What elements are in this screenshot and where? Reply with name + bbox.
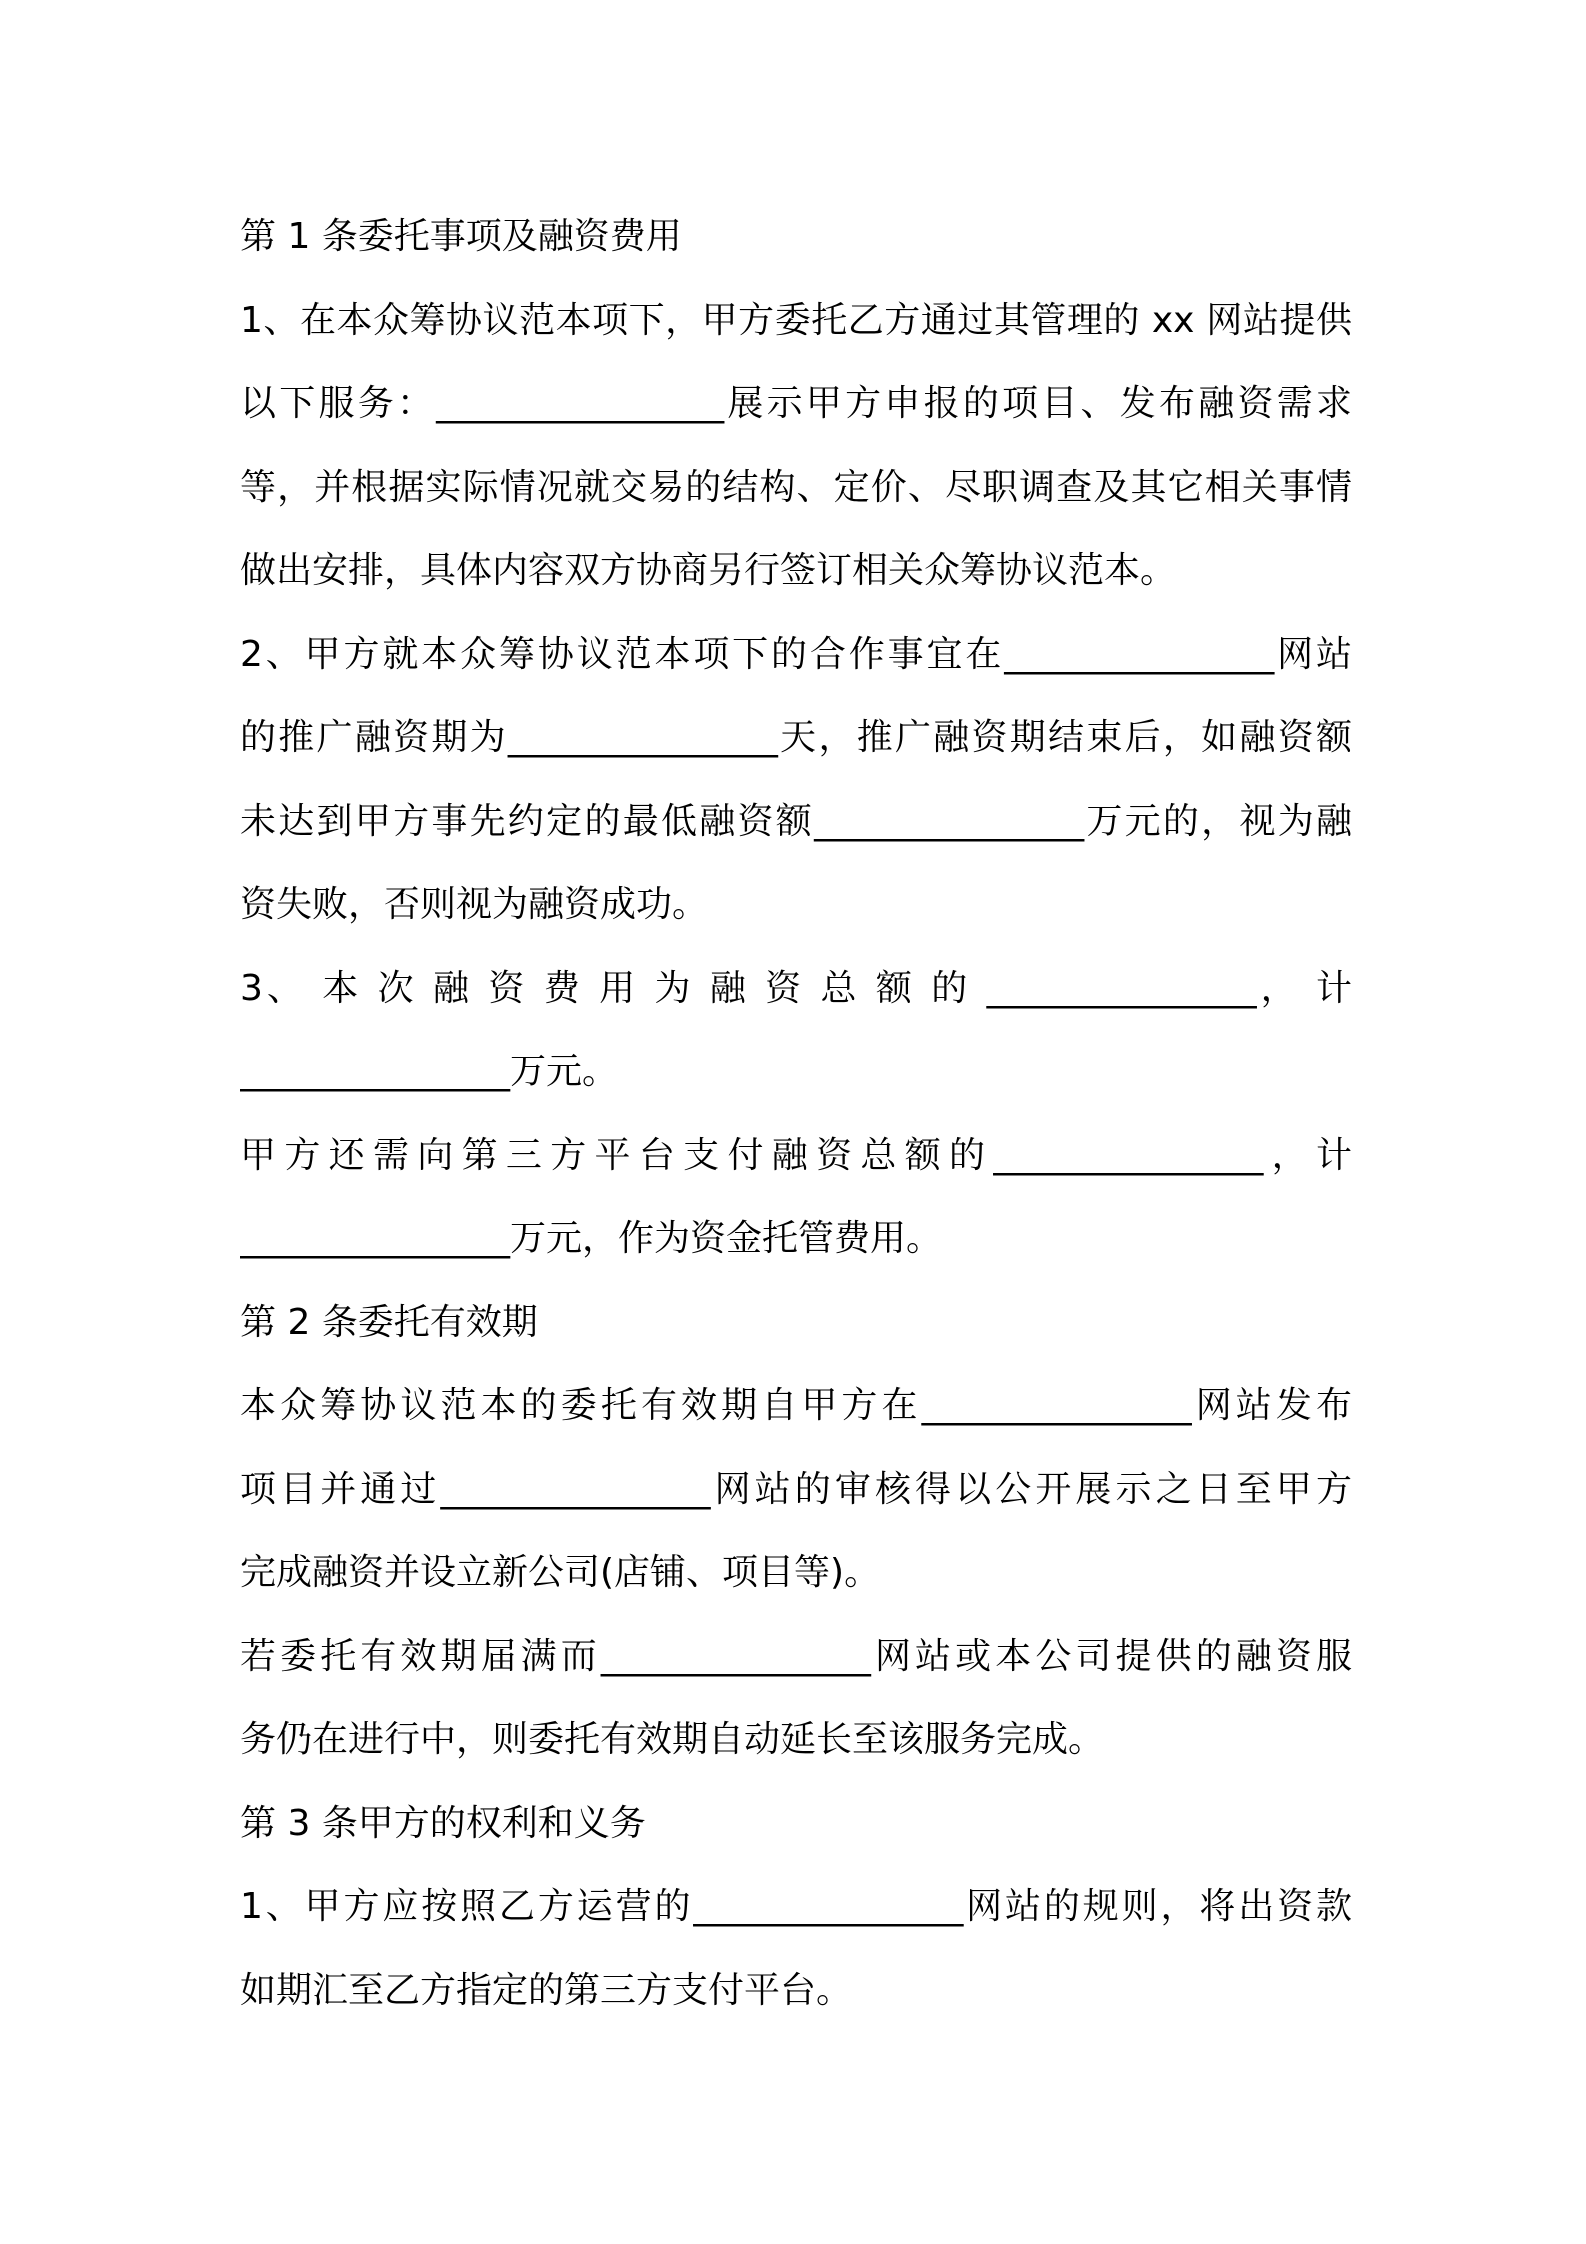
paragraph-line: 等，并根据实际情况就交易的结构、定价、尽职调查及其它相关事情 [240, 466, 1352, 508]
paragraph-line: 做出安排，具体内容双方协商另行签订相关众筹协议范本。 [240, 550, 1177, 591]
heading-article-1: 第 1 条委托事项及融资费用 [240, 216, 682, 257]
paragraph-line: 完成融资并设立新公司(店铺、项目等)。 [240, 1552, 881, 1593]
document-body [240, 195, 1352, 2032]
paragraph-line: 甲方还需向第三方平台支付融资总额的_______________，计 [240, 1134, 1352, 1176]
paragraph-line: _______________万元。 [240, 1051, 619, 1092]
paragraph-line: _______________万元，作为资金托管费用。 [240, 1218, 943, 1259]
paragraph-line: 3、 本 次 融 资 费 用 为 融 资 总 额 的 _______________， 计 [240, 967, 1352, 1009]
paragraph-line: 务仍在进行中，则委托有效期自动延长至该服务完成。 [240, 1719, 1105, 1760]
paragraph-line: 未达到甲方事先约定的最低融资额_______________万元的，视为融 [240, 800, 1352, 842]
paragraph-line: 本众筹协议范本的委托有效期自甲方在_______________网站发布 [240, 1385, 1352, 1426]
paragraph-line: 若委托有效期届满而_______________网站或本公司提供的融资服 [240, 1635, 1352, 1677]
paragraph-line: 项目并通过_______________网站的审核得以公开展示之日至甲方 [240, 1468, 1352, 1510]
paragraph-line: 1、在本众筹协议范本项下，甲方委托乙方通过其管理的 xx 网站提供 [240, 299, 1352, 341]
paragraph-line: 的推广融资期为_______________天，推广融资期结束后，如融资额 [240, 717, 1352, 758]
paragraph-line: 资失败，否则视为融资成功。 [240, 884, 709, 925]
paragraph-line: 2、甲方就本众筹协议范本项下的合作事宜在_______________网站 [240, 633, 1352, 675]
paragraph-line: 如期汇至乙方指定的第三方支付平台。 [240, 1969, 853, 2011]
paragraph-line: 1、甲方应按照乙方运营的_______________网站的规则，将出资款 [240, 1886, 1352, 1927]
heading-article-2: 第 2 条委托有效期 [240, 1301, 538, 1343]
paragraph-line: 以下服务：________________展示甲方申报的项目、发布融资需求 [240, 383, 1352, 424]
heading-article-3: 第 3 条甲方的权利和义务 [240, 1802, 646, 1844]
